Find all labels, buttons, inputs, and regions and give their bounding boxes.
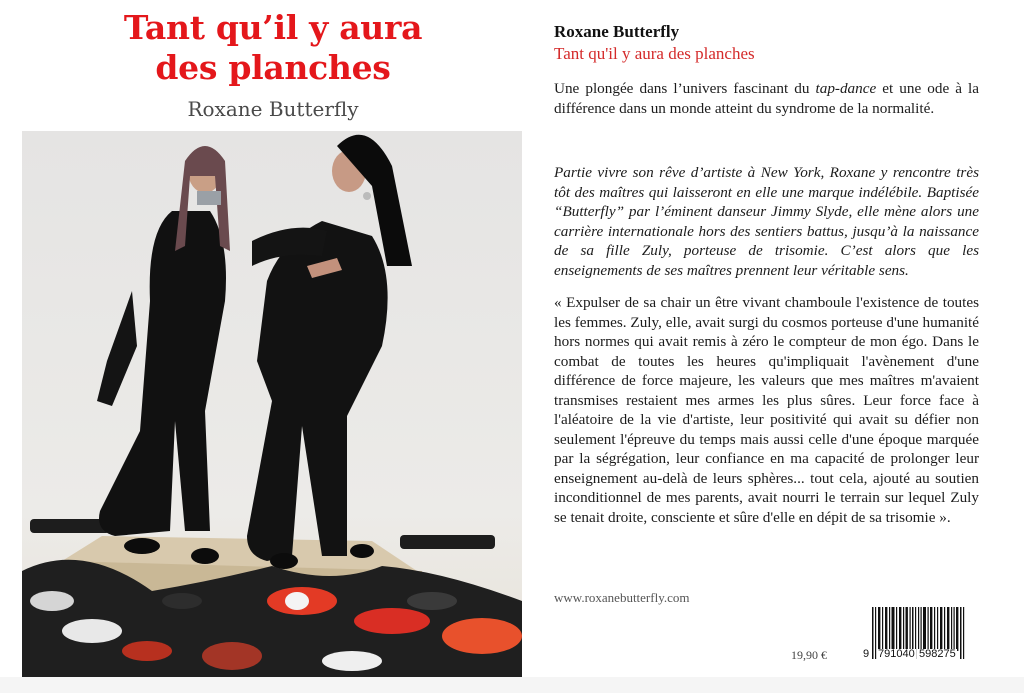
website-link[interactable]: www.roxanebutterfly.com	[554, 590, 690, 605]
blurb-quote: « Expulser de sa chair un être vivant chamboule l'existence de toutes les femmes. Zuly, elle, avait surgi du cosmos porteuse d'une humanité hors normes qui avait remis à zéro le compteur de mon égo. Dans le combat de toutes les heures qu'impliquait l'avènement d'une différence de force majeure, les valeurs que mes maîtres m'avaient transmises restaient mes armes les plus sûres. Leur force face à l'aléatoire de la vie d'artiste, leur positivité qui avait su défier non seulement l'épreuve du temps mais aussi celle d'une époque marquée par la ségrégation, leur confiance en ma capacité de prolonger leur enseignement au-delà de leurs sphères... tout cela, ajouté au soutien inconditionnel de mes parents, avait nourri le terrain sur lequel Zuly se tenait droite, consciente et sûre d'elle en dépit de sa trisomie ».	[554, 294, 979, 526]
cover-photo	[22, 131, 522, 677]
blurb-intro-before: Une plongée dans l’univers fascinant du	[554, 80, 816, 97]
cover-author: Roxane Butterfly	[187, 97, 359, 121]
bottom-strip	[0, 677, 1024, 693]
cover-title-line1: Tant qu’il y aura	[123, 8, 423, 47]
barcode-group1: 791040	[878, 648, 915, 660]
back-cover	[540, 0, 1024, 677]
back-author: Roxane Butterfly	[554, 22, 680, 41]
cover-title-line2: des planches	[155, 48, 391, 87]
barcode-lead-digit: 9	[863, 648, 870, 660]
blurb-intro-emphasis: tap-dance	[815, 80, 877, 97]
price: 19,90 €	[791, 648, 827, 662]
blurb-intro-after: et une ode à la différence dans un monde atteint du syndrome de la normalité.	[554, 80, 979, 117]
blurb-intro	[554, 79, 979, 118]
back-title: Tant qu'il y aura des planches	[554, 44, 755, 63]
blurb-bio: Partie vivre son rêve d’artiste à New York, Roxane y rencontre très tôt des maîtres qui laisseront en elle une marque indélébile. Baptisée “Butterfly” par l’éminent danseur Jimmy Slyde, elle mène alors une carrière internationale hors des sentiers battus, jusqu’à la naissance de sa fille Zuly, porteuse de trisomie. C’est alors que les enseignements de ses maîtres prennent leur véritable sens.	[554, 164, 979, 279]
cover-title	[0, 8, 546, 88]
barcode-group2: 598275	[919, 648, 956, 660]
photo-image-icon	[22, 131, 522, 677]
